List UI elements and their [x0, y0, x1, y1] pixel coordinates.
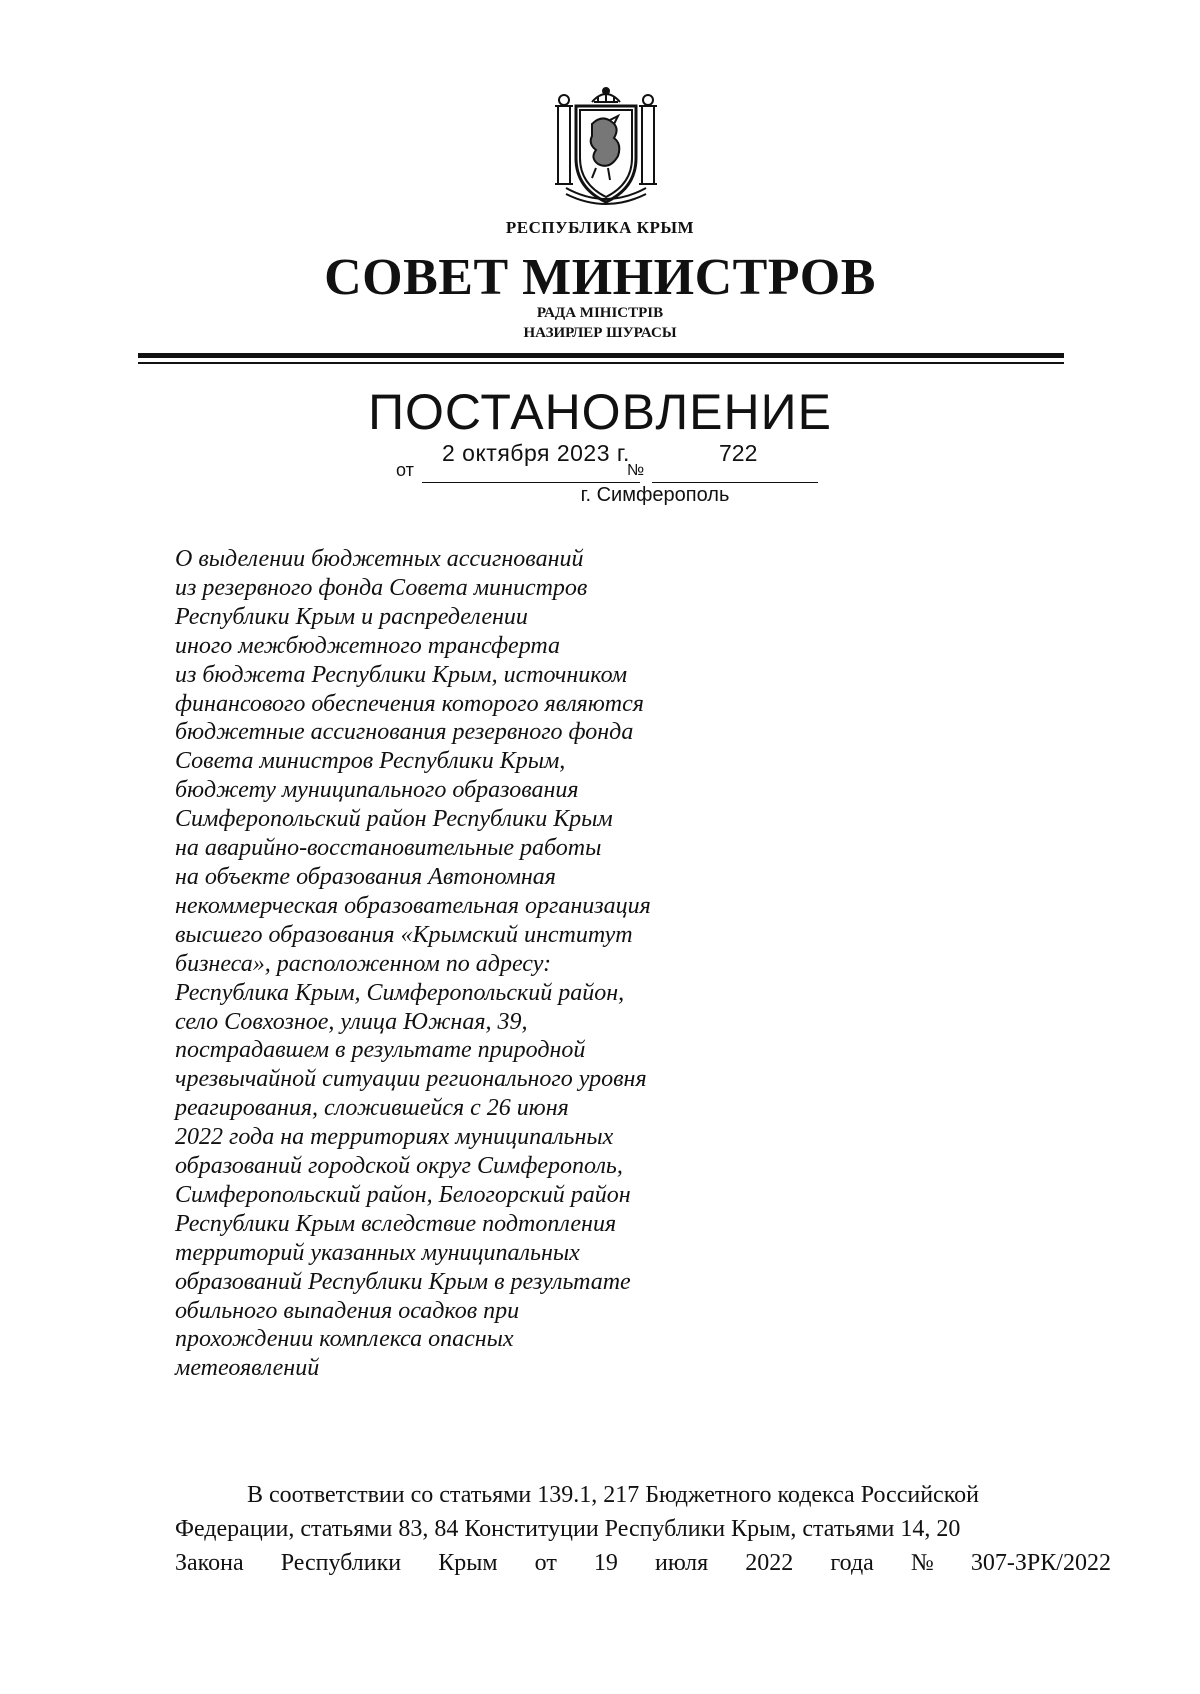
decree-title: [175, 545, 815, 1383]
decree-date: 2 октября 2023 г.: [442, 440, 630, 466]
decree-number: 722: [719, 440, 758, 466]
title-line: Симферопольский район Республики Крым: [175, 806, 613, 833]
title-line: на объекте образования Автономная: [175, 863, 556, 890]
title-line: пострадавшем в результате природной: [175, 1037, 586, 1064]
body-word: 19: [593, 1550, 618, 1576]
republic-name: РЕСПУБЛИКА КРЫМ: [505, 218, 695, 237]
title-line: на аварийно-восстановительные работы: [175, 835, 602, 862]
header-divider-thick: [138, 353, 1064, 358]
body-word: №: [910, 1550, 934, 1576]
council-name: СОВЕТ МИНИСТРОВ: [324, 249, 876, 306]
number-label: №: [627, 462, 645, 479]
date-underline: [422, 482, 640, 483]
title-line: реагирования, сложившейся с 26 июня: [175, 1095, 569, 1122]
body-word: Крым: [438, 1550, 498, 1576]
header-divider-thin: [138, 362, 1064, 364]
title-line: бюджетные ассигнования резервного фонда: [175, 719, 634, 746]
decree-date-number-row: [390, 440, 820, 484]
title-line: Симферопольский район, Белогорский район: [175, 1181, 631, 1208]
title-line: из бюджета Республики Крым, источником: [175, 661, 628, 688]
document-type-heading: ПОСТАНОВЛЕНИЕ: [368, 384, 832, 440]
title-line: из резервного фонда Совета министров: [175, 574, 588, 601]
title-line: Республики Крым и распределении: [175, 603, 528, 630]
decree-body-paragraph: [175, 1478, 1111, 1580]
title-line: территорий указанных муниципальных: [175, 1239, 580, 1266]
body-line: В соответствии со статьями 139.1, 217 Бюджетного кодекса Российской: [247, 1482, 979, 1508]
body-word: Республики: [280, 1550, 402, 1576]
title-line: О выделении бюджетных ассигнований: [175, 546, 584, 572]
body-word: от: [534, 1550, 557, 1576]
title-line: 2022 года на территориях муниципальных: [175, 1124, 614, 1151]
crimea-coat-of-arms-emblem: [552, 84, 660, 210]
decree-city: г. Симферополь: [580, 484, 730, 506]
council-name-ukrainian: РАДА МІНІСТРІВ: [536, 305, 664, 321]
title-line: образований городской округ Симферополь,: [175, 1153, 623, 1180]
title-line: высшего образования «Крымский институт: [175, 921, 633, 948]
title-line: иного межбюджетного трансферта: [175, 632, 561, 659]
title-line: Республика Крым, Симферопольский район,: [175, 979, 625, 1006]
number-underline: [652, 482, 818, 483]
body-line: [175, 1546, 1111, 1580]
title-line: метеоявлений: [175, 1355, 320, 1382]
title-line: Республики Крым вследствие подтопления: [175, 1210, 617, 1237]
date-prefix: от: [396, 460, 414, 480]
title-line: Совета министров Республики Крым,: [175, 748, 566, 775]
title-line: село Совхозное, улица Южная, 39,: [175, 1008, 528, 1035]
body-word: 2022: [745, 1550, 794, 1576]
body-word: июля: [655, 1550, 709, 1576]
body-word: года: [830, 1550, 874, 1576]
title-line: обильного выпадения осадков при: [175, 1297, 520, 1324]
council-name-crimean-tatar: НАЗИРЛЕР ШУРАСЫ: [523, 325, 677, 341]
title-line: бюджету муниципального образования: [175, 777, 579, 804]
title-line: бизнеса», расположенном по адресу:: [175, 950, 552, 977]
title-line: некоммерческая образовательная организация: [175, 892, 651, 919]
title-line: финансового обеспечения которого являются: [175, 690, 644, 717]
title-line: прохождении комплекса опасных: [175, 1326, 514, 1353]
title-line: чрезвычайной ситуации регионального уровня: [175, 1066, 647, 1093]
title-line: образований Республики Крым в результате: [175, 1268, 631, 1295]
body-word: 307-ЗРК/2022: [970, 1550, 1111, 1576]
body-word: Закона: [175, 1550, 244, 1576]
body-line: Федерации, статьями 83, 84 Конституции Республики Крым, статьями 14, 20: [175, 1516, 961, 1542]
